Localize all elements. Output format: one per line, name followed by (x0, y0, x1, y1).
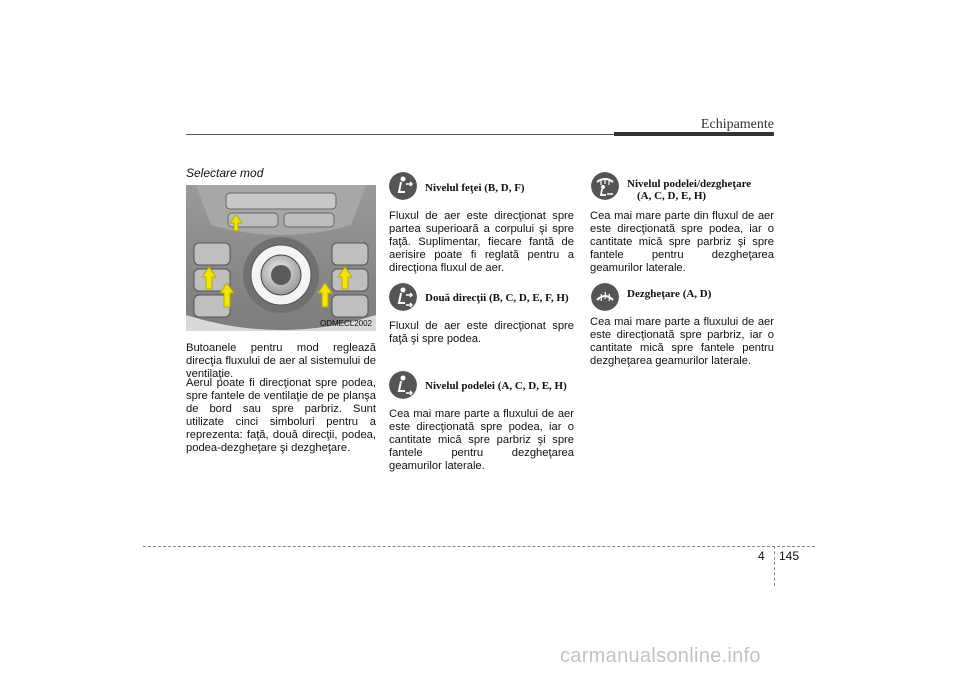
mode-text-defrost: Cea mai mare parte a fluxului de aer este direcţionată spre parbriz, iar o cantitate mică spre fantele pentru dezgheţarea geamurilor laterale. (590, 316, 774, 367)
header-rule (186, 134, 616, 135)
section-heading: Selectare mod (186, 166, 264, 180)
footer-rule (143, 546, 815, 547)
page-number: 145 (779, 549, 800, 563)
mode-title-bi-level: Două direcţii (B, C, D, E, F, H) (425, 292, 569, 304)
mode-text-bi-level: Fluxul de aer este direcţionat spre faţă şi spre podea. (389, 320, 574, 345)
page-header-title: Echipamente (700, 117, 774, 132)
mode-title-floor-defrost (627, 178, 751, 202)
climate-panel-illustration (186, 185, 376, 331)
mode-title-floor-defrost-line2: (A, C, D, E, H) (637, 190, 707, 202)
figure-code: ODMECL2002 (319, 319, 372, 328)
defrost-icon (591, 283, 619, 311)
intro-paragraph-2: Aerul poate fi direcţionat spre podea, spre fantele de ventilaţie de pe planşa de bord sau spre parbriz. Sunt utilizate cinci simboluri pentru a reprezenta: faţă, două direcţii, podea, podea-dezgheţare şi dezgheţare. (186, 377, 376, 454)
mode-title-floor: Nivelul podelei (A, C, D, E, H) (425, 380, 567, 392)
climate-panel-figure (186, 185, 376, 331)
mode-title-floor-defrost-line1: Nivelul podelei/dezgheţare (627, 178, 752, 190)
mode-title-defrost: Dezgheţare (A, D) (627, 288, 712, 300)
watermark: carmanualsonline.info (560, 645, 761, 667)
floor-defrost-icon (591, 172, 619, 200)
mode-text-floor: Cea mai mare parte a fluxului de aer este direcţionată spre podea, iar o cantitate mică spre parbriz şi spre fantele pentru dezgheţarea geamurilor laterale. (389, 408, 574, 472)
footer-divider (774, 546, 775, 586)
floor-vent-icon (389, 371, 417, 399)
mode-text-floor-defrost: Cea mai mare parte din fluxul de aer este direcţionată spre podea, iar o cantitate mică spre parbriz şi spre fantele pentru dezgheţarea geamurilor laterale. (590, 210, 774, 274)
mode-text-face: Fluxul de aer este direcţionat spre partea superioară a corpului şi spre faţă. Suplimentar, fiecare fantă de aerisire poate fi reglată pentru a direcţiona fluxul de aer. (389, 210, 574, 274)
bi-level-icon (389, 283, 417, 311)
face-vent-icon (389, 172, 417, 200)
intro-paragraph-1: Butoanele pentru mod reglează direcţia fluxului de aer al sistemului de ventilaţie. (186, 342, 376, 380)
chapter-number: 4 (758, 549, 765, 563)
header-rule-accent (614, 132, 774, 136)
mode-title-face: Nivelul feţei (B, D, F) (425, 182, 525, 194)
